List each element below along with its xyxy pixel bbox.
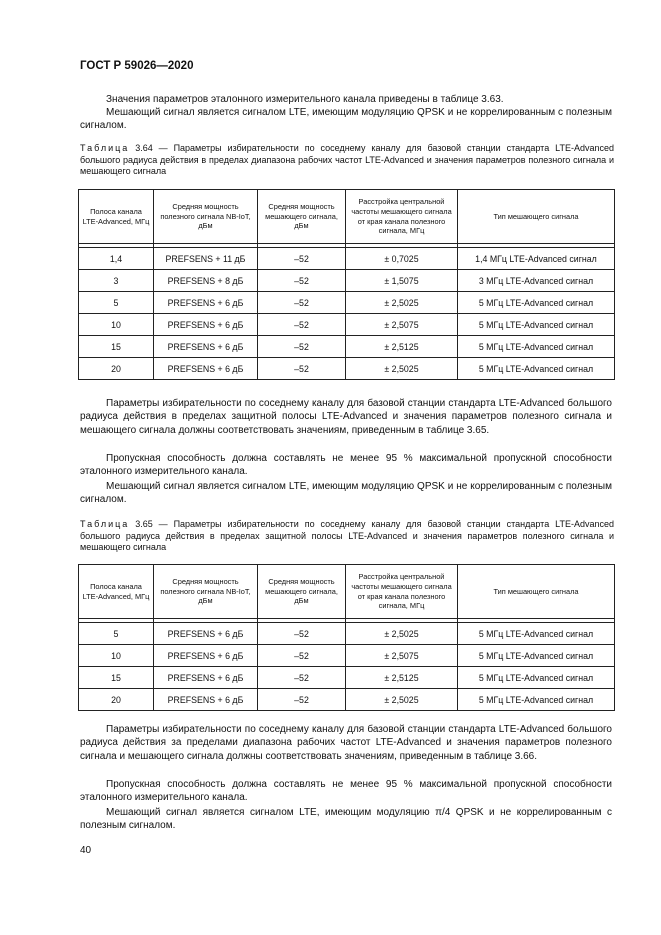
- table-row: [79, 358, 615, 380]
- header-channel-bandwidth: Полоса канала LTE-Advanced, МГц: [79, 190, 154, 244]
- cell: ± 0,7025: [346, 248, 458, 270]
- cell: PREFSENS + 8 дБ: [154, 270, 258, 292]
- cell: PREFSENS + 6 дБ: [154, 358, 258, 380]
- cell: 10: [79, 645, 154, 667]
- table-row: [79, 689, 615, 711]
- cell: PREFSENS + 6 дБ: [154, 645, 258, 667]
- cell: –52: [258, 314, 346, 336]
- cell: –52: [258, 358, 346, 380]
- cell: ± 2,5075: [346, 314, 458, 336]
- table-row: [79, 314, 615, 336]
- cell: 10: [79, 314, 154, 336]
- cell: ± 2,5025: [346, 689, 458, 711]
- cell: ± 2,5075: [346, 645, 458, 667]
- cell: PREFSENS + 6 дБ: [154, 336, 258, 358]
- header-frequency-offset: Расстройка центральной частоты мешающего сигнала от края канала полезного сигнала, МГц: [346, 190, 458, 244]
- table-row: [79, 623, 615, 645]
- header-wanted-signal-power: Средняя мощность полезного сигнала NB-IoT, дБм: [154, 190, 258, 244]
- cell: 5 МГц LTE-Advanced сигнал: [458, 358, 615, 380]
- header-channel-bandwidth: Полоса канала LTE-Advanced, МГц: [79, 565, 154, 619]
- caption-text: 3.64 — Параметры избирательности по соседнему каналу для базовой станции стандарта LTE-Advanced большого радиуса действия в пределах диапазона рабочих частот LTE-Advanced и значения параметров полезного сигнала и мешающего сигнала: [80, 143, 614, 177]
- table-row: [79, 645, 615, 667]
- header-interfering-signal-type: Тип мешающего сигнала: [458, 190, 615, 244]
- cell: 5: [79, 623, 154, 645]
- cell: PREFSENS + 6 дБ: [154, 623, 258, 645]
- cell: –52: [258, 292, 346, 314]
- cell: 20: [79, 689, 154, 711]
- cell: 15: [79, 336, 154, 358]
- cell: 5 МГц LTE-Advanced сигнал: [458, 292, 615, 314]
- cell: ± 2,5125: [346, 336, 458, 358]
- cell: 20: [79, 358, 154, 380]
- table-3-65: [78, 564, 615, 711]
- cell: –52: [258, 336, 346, 358]
- paragraph-5: Мешающий сигнал является сигналом LTE, имеющим модуляцию QPSK и не коррелированным с полезным сигналом.: [80, 481, 612, 506]
- table-3-64-caption: [80, 143, 614, 178]
- cell: 5 МГц LTE-Advanced сигнал: [458, 645, 615, 667]
- page-number: 40: [80, 845, 92, 856]
- cell: –52: [258, 689, 346, 711]
- caption-label: Таблица: [80, 519, 130, 529]
- cell: 3: [79, 270, 154, 292]
- cell: –52: [258, 645, 346, 667]
- table-header-row: [79, 190, 615, 244]
- cell: PREFSENS + 11 дБ: [154, 248, 258, 270]
- cell: PREFSENS + 6 дБ: [154, 292, 258, 314]
- cell: PREFSENS + 6 дБ: [154, 314, 258, 336]
- cell: 5 МГц LTE-Advanced сигнал: [458, 689, 615, 711]
- cell: 15: [79, 667, 154, 689]
- cell: 5 МГц LTE-Advanced сигнал: [458, 623, 615, 645]
- table-row: [79, 667, 615, 689]
- cell: PREFSENS + 6 дБ: [154, 689, 258, 711]
- cell: –52: [258, 623, 346, 645]
- paragraph-8: Мешающий сигнал является сигналом LTE, имеющим модуляцию π/4 QPSK и не коррелированным с полезным сигналом.: [80, 807, 612, 832]
- paragraph-3: Параметры избирательности по соседнему каналу для базовой станции стандарта LTE-Advanced большого радиуса действия в пределах защитной полосы LTE-Advanced и значения параметров полезного сигнала и мешающего сигнала должны соответствовать значениям, приведенным в таблице 3.65.: [80, 398, 612, 436]
- header-interfering-signal-power: Средняя мощность мешающего сигнала, дБм: [258, 190, 346, 244]
- cell: 3 МГц LTE-Advanced сигнал: [458, 270, 615, 292]
- table-row: [79, 292, 615, 314]
- cell: ± 2,5025: [346, 623, 458, 645]
- cell: 1,4 МГц LTE-Advanced сигнал: [458, 248, 615, 270]
- paragraph-4: Пропускная способность должна составлять не менее 95 % максимальной пропускной способности эталонного измерительного канала.: [80, 453, 612, 478]
- cell: –52: [258, 248, 346, 270]
- paragraph-6: Параметры избирательности по соседнему каналу для базовой станции стандарта LTE-Advanced большого радиуса действия за пределами диапазона рабочих частот LTE-Advanced и значения параметров полезного сигнала и мешающего сигнала должны соответствовать значениям, приведенным в таблице 3.66.: [80, 724, 612, 762]
- header-interfering-signal-power: Средняя мощность мешающего сигнала, дБм: [258, 565, 346, 619]
- table-row: [79, 270, 615, 292]
- cell: ± 2,5125: [346, 667, 458, 689]
- cell: PREFSENS + 6 дБ: [154, 667, 258, 689]
- paragraph-1: Значения параметров эталонного измерительного канала приведены в таблице 3.63.: [106, 94, 504, 105]
- cell: ± 2,5025: [346, 358, 458, 380]
- paragraph-7: Пропускная способность должна составлять не менее 95 % максимальной пропускной способности эталонного измерительного канала.: [80, 779, 612, 804]
- cell: 5: [79, 292, 154, 314]
- cell: 1,4: [79, 248, 154, 270]
- table-header-row: [79, 565, 615, 619]
- caption-label: Таблица: [80, 143, 130, 153]
- paragraph-2: Мешающий сигнал является сигналом LTE, имеющим модуляцию QPSK и не коррелированным с полезным сигналом.: [80, 107, 612, 132]
- cell: ± 2,5025: [346, 292, 458, 314]
- cell: 5 МГц LTE-Advanced сигнал: [458, 314, 615, 336]
- table-3-65-caption: [80, 519, 614, 554]
- table-3-64: [78, 189, 615, 380]
- caption-text: 3.65 — Параметры избирательности по соседнему каналу для базовой станции стандарта LTE-Advanced большого радиуса действия в пределах защитной полосы LTE-Advanced и значения параметров полезного сигнала и мешающего сигнала: [80, 519, 614, 553]
- header-wanted-signal-power: Средняя мощность полезного сигнала NB-IoT, дБм: [154, 565, 258, 619]
- cell: –52: [258, 270, 346, 292]
- header-interfering-signal-type: Тип мешающего сигнала: [458, 565, 615, 619]
- table-row: [79, 248, 615, 270]
- document-header: ГОСТ Р 59026—2020: [80, 60, 194, 72]
- cell: –52: [258, 667, 346, 689]
- cell: ± 1,5075: [346, 270, 458, 292]
- header-frequency-offset: Расстройка центральной частоты мешающего сигнала от края канала полезного сигнала, МГц: [346, 565, 458, 619]
- table-row: [79, 336, 615, 358]
- cell: 5 МГц LTE-Advanced сигнал: [458, 336, 615, 358]
- cell: 5 МГц LTE-Advanced сигнал: [458, 667, 615, 689]
